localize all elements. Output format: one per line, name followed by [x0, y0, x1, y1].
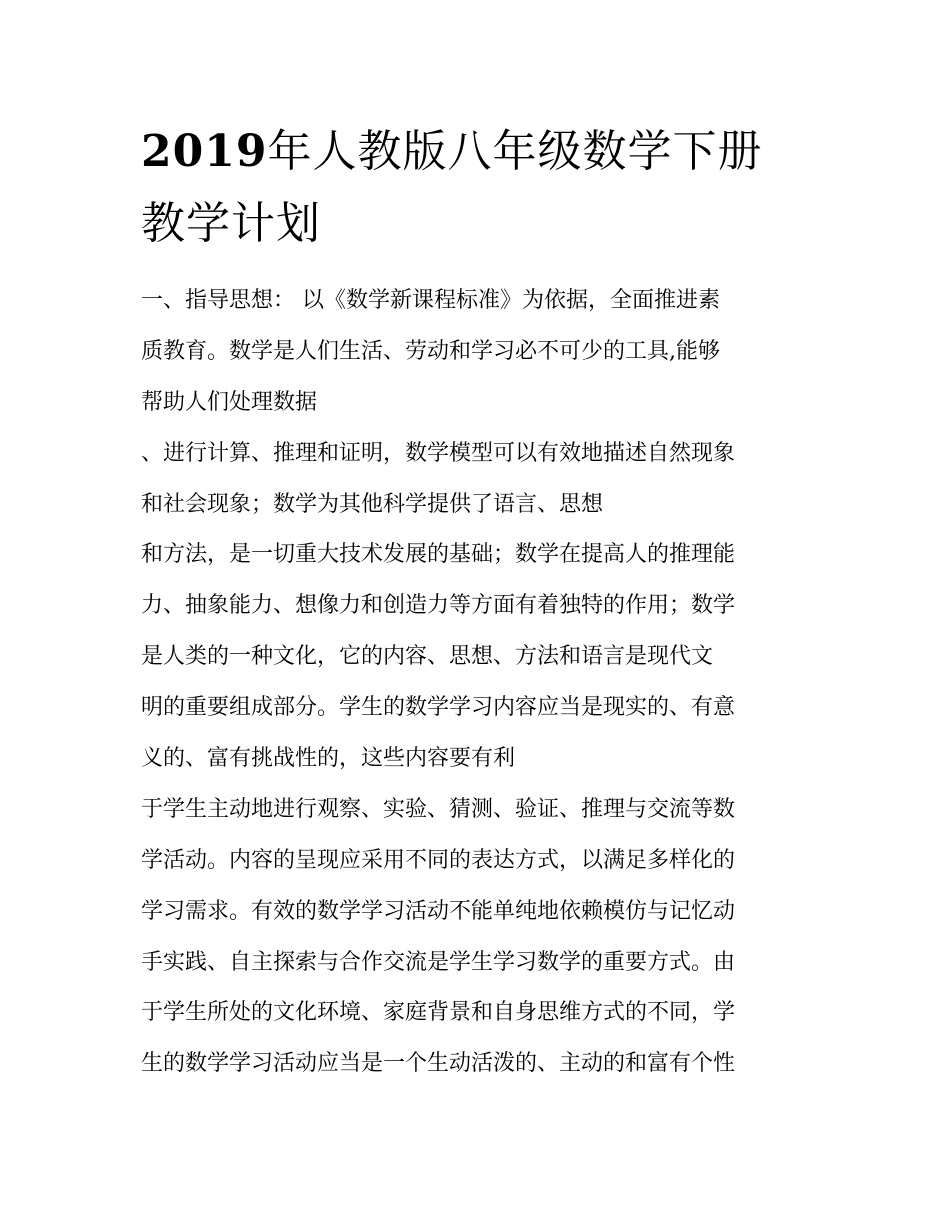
body-line: 、进行计算、推理和证明，数学模型可以有效地描述自然现象 [141, 440, 736, 466]
body-line: 义的、富有挑战性的，这些内容要有利 [141, 746, 516, 772]
body-line: 和方法，是一切重大技术发展的基础；数学在提高人的推理能 [141, 542, 736, 568]
body-line: 帮助人们处理数据 [141, 389, 318, 415]
body-line: 和社会现象；数学为其他科学提供了语言、思想 [141, 491, 604, 517]
body-line: 一、指导思想： 以《数学新课程标准》为依据，全面推进素 [141, 288, 720, 313]
body-line: 学习需求。有效的数学学习活动不能单纯地依赖模仿与记忆动 [141, 898, 736, 924]
title-line-1 [141, 116, 821, 188]
body-line: 明的重要组成部分。学生的数学学习内容应当是现实的、有意 [141, 695, 736, 721]
body-line: 质教育。数学是人们生活、劳动和学习必不可少的工具,能够 [141, 338, 720, 364]
body-line: 是人类的一种文化，它的内容、思想、方法和语言是现代文 [141, 644, 714, 670]
title-line-1-text: 年人教版八年级数学下册 [267, 126, 763, 177]
document-body [141, 278, 821, 1092]
body-line: 手实践、自主探索与合作交流是学生学习数学的重要方式。由 [141, 949, 736, 975]
title-year: 2019 [141, 126, 268, 177]
body-line: 于学生主动地进行观察、实验、猜测、验证、推理与交流等数 [141, 796, 736, 822]
document-title [141, 116, 821, 260]
body-line: 力、抽象能力、想像力和创造力等方面有着独特的作用；数学 [141, 593, 736, 619]
title-line-2: 教学计划 [141, 198, 321, 249]
body-line: 生的数学学习活动应当是一个生动活泼的、主动的和富有个性 [141, 1051, 736, 1077]
body-line: 学活动。内容的呈现应采用不同的表达方式，以满足多样化的 [141, 847, 736, 873]
body-line: 于学生所处的文化环境、家庭背景和自身思维方式的不同，学 [141, 1000, 736, 1026]
